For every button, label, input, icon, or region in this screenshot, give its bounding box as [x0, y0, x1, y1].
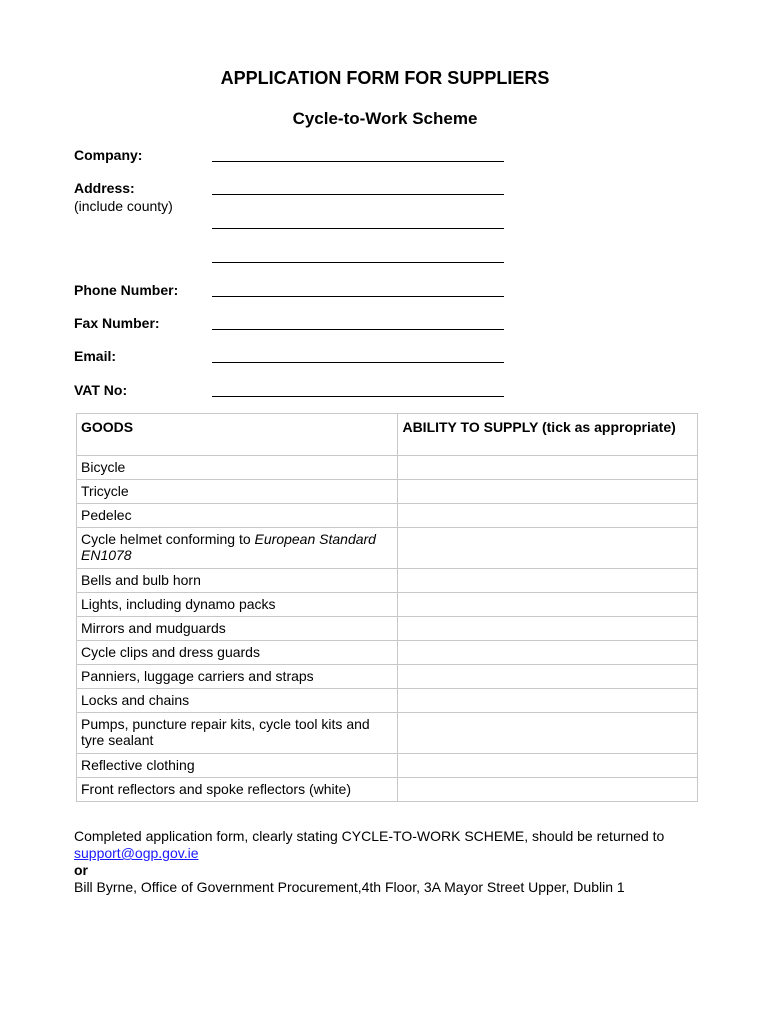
table-row	[77, 480, 698, 504]
table-row	[77, 665, 698, 689]
phone-label: Phone Number:	[74, 282, 179, 298]
table-row	[77, 617, 698, 641]
helmet-text: Cycle helmet conforming to	[81, 531, 251, 547]
ability-tick-cell[interactable]	[398, 593, 698, 617]
table-header-row	[77, 414, 698, 456]
fax-label: Fax Number:	[74, 315, 160, 331]
goods-name-cell	[77, 528, 398, 569]
goods-name-cell: Lights, including dynamo packs	[77, 593, 398, 617]
goods-name-cell: Cycle clips and dress guards	[77, 641, 398, 665]
table-row	[77, 569, 698, 593]
helmet-standard: European Standard EN1078	[81, 531, 376, 563]
address-note: (include county)	[74, 198, 173, 214]
table-row	[77, 504, 698, 528]
ability-tick-cell[interactable]	[398, 689, 698, 713]
form-subtitle: Cycle-to-Work Scheme	[292, 109, 478, 128]
ability-tick-cell[interactable]	[398, 617, 698, 641]
ability-tick-cell[interactable]	[398, 569, 698, 593]
goods-name-cell: Panniers, luggage carriers and straps	[77, 665, 398, 689]
postal-address: Bill Byrne, Office of Government Procurement,4th Floor, 3A Mayor Street Upper, Dublin 1	[74, 879, 625, 895]
address-field-line-3[interactable]	[212, 243, 504, 263]
table-row	[77, 528, 698, 569]
address-field-line-2[interactable]	[212, 209, 504, 229]
goods-name-cell: Bells and bulb horn	[77, 569, 398, 593]
ability-tick-cell[interactable]	[398, 778, 698, 802]
table-row	[77, 778, 698, 802]
ability-tick-cell[interactable]	[398, 528, 698, 569]
table-row	[77, 754, 698, 778]
ability-tick-cell[interactable]	[398, 480, 698, 504]
return-instruction: Completed application form, clearly stating CYCLE-TO-WORK SCHEME, should be returned to	[74, 828, 665, 844]
ability-tick-cell[interactable]	[398, 713, 698, 754]
email-label: Email:	[74, 348, 117, 364]
vat-field[interactable]	[212, 377, 504, 397]
goods-name-cell: Reflective clothing	[77, 754, 398, 778]
goods-name-cell: Mirrors and mudguards	[77, 617, 398, 641]
goods-name-cell: Locks and chains	[77, 689, 398, 713]
ability-tick-cell[interactable]	[398, 665, 698, 689]
goods-name-cell: Pedelec	[77, 504, 398, 528]
footer-return-text	[74, 828, 714, 862]
ability-column-header: ABILITY TO SUPPLY (tick as appropriate)	[398, 414, 698, 456]
vat-label: VAT No:	[74, 382, 128, 398]
fax-field[interactable]	[212, 310, 504, 330]
goods-name-cell: Bicycle	[77, 456, 398, 480]
company-label: Company:	[74, 147, 143, 163]
company-field[interactable]	[212, 142, 504, 162]
ability-tick-cell[interactable]	[398, 504, 698, 528]
goods-name-cell: Front reflectors and spoke reflectors (white)	[77, 778, 398, 802]
or-label: or	[74, 862, 88, 878]
address-label: Address:	[74, 180, 135, 196]
goods-name-cell: Pumps, puncture repair kits, cycle tool kits and tyre sealant	[77, 713, 398, 754]
goods-name-cell: Tricycle	[77, 480, 398, 504]
goods-table	[76, 413, 698, 802]
address-field-line-1[interactable]	[212, 175, 504, 195]
table-row	[77, 689, 698, 713]
phone-field[interactable]	[212, 277, 504, 297]
ability-tick-cell[interactable]	[398, 641, 698, 665]
table-row	[77, 593, 698, 617]
goods-column-header: GOODS	[77, 414, 398, 456]
support-email-link[interactable]: support@ogp.gov.ie	[74, 845, 199, 861]
footer-instructions	[74, 828, 714, 896]
email-field[interactable]	[212, 343, 504, 363]
table-row	[77, 456, 698, 480]
ability-tick-cell[interactable]	[398, 754, 698, 778]
table-row	[77, 713, 698, 754]
ability-tick-cell[interactable]	[398, 456, 698, 480]
table-row	[77, 641, 698, 665]
form-title: APPLICATION FORM FOR SUPPLIERS	[220, 68, 550, 88]
